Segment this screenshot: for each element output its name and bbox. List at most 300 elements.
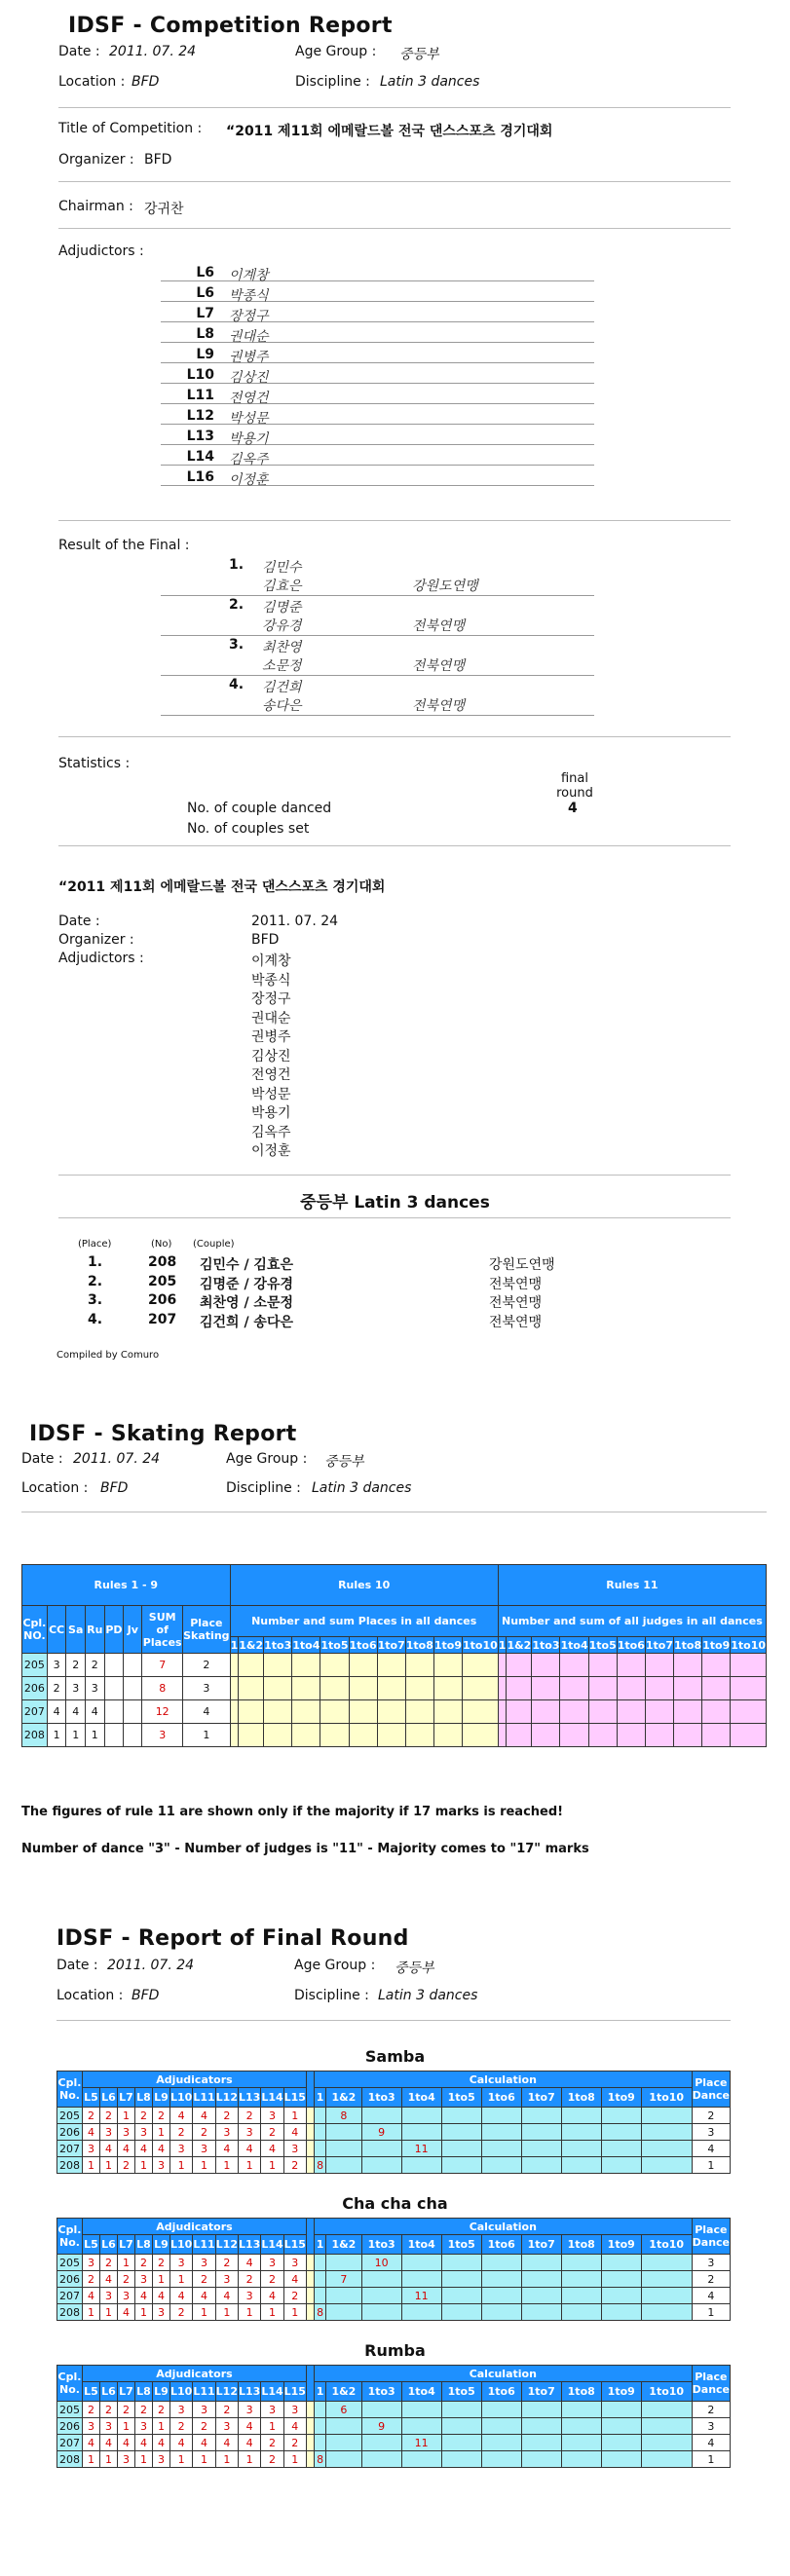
judge-mark: 3 [283,2255,306,2271]
couples-danced-label: No. of couple danced [187,801,332,816]
dance-row [57,2304,731,2321]
skating-cell: 2 [66,1654,86,1677]
calc-cell [601,2418,641,2435]
organizer-value: BFD [144,152,172,168]
skating-date-label: Date : [21,1451,63,1467]
calc-cell [361,2451,401,2468]
adjudicator-name: 이계창 [229,268,269,283]
calc-cell: 11 [401,2141,441,2157]
judge-mark: 1 [283,2108,306,2124]
rule-10-cell [264,1654,292,1677]
final-location-value: BFD [132,1988,160,2003]
rule-10-cell [320,1654,349,1677]
calc-cell [481,2271,521,2288]
judge-mark: 3 [153,2304,170,2321]
calc-cell [361,2288,401,2304]
judge-mark: 4 [238,2141,260,2157]
calc-cell [441,2124,481,2141]
calc-cell [441,2288,481,2304]
calculation-header: Calculation [314,2219,692,2235]
calc-cell [481,2124,521,2141]
skating-col-header: Place Skating [183,1606,230,1654]
judge-mark: 1 [118,2255,135,2271]
calc-cell [641,2451,692,2468]
dance-table [56,2071,731,2174]
judge-header: L14 [261,2235,283,2255]
calc-cell [441,2255,481,2271]
judge-mark: 2 [83,2271,100,2288]
judge-mark: 4 [170,2435,193,2451]
judge-mark: 3 [261,2255,283,2271]
skating-cell [104,1700,124,1724]
place-dance: 2 [692,2108,730,2124]
calc-cell [521,2271,561,2288]
couples-set-label: No. of couples set [187,821,310,837]
calc-cell [481,2255,521,2271]
calc-cell [481,2157,521,2174]
calculation-header: Calculation [314,2072,692,2088]
step-header: 1to7 [521,2235,561,2255]
rule-11-cell [560,1677,588,1700]
judge-mark: 4 [135,2288,153,2304]
couple-number: 206 [57,2271,83,2288]
couple-number: 206 [57,2418,83,2435]
calc-cell: 8 [326,2108,361,2124]
judge-mark: 1 [261,2157,283,2174]
rule-10-cell [264,1700,292,1724]
calc-cell [326,2435,361,2451]
calc-cell [326,2451,361,2468]
calc-cell [314,2418,325,2435]
skating-col-header: PD [104,1606,124,1654]
calc-cell [401,2108,441,2124]
final-partner-1: 김명준 [262,600,302,616]
judge-mark: 3 [170,2141,193,2157]
adjudicator-row [161,326,594,343]
judge-mark: 1 [238,2304,260,2321]
judge-mark: 4 [83,2124,100,2141]
rule-10-cell [264,1724,292,1747]
judge-mark: 4 [283,2418,306,2435]
final-partner-1: 김건희 [262,680,302,695]
place-dance-header: Place Dance [692,2072,730,2108]
rule-10-cell [320,1677,349,1700]
rule-11-cell [588,1724,617,1747]
summary-adjudicator: 전영건 [251,1067,291,1083]
rules-10-header: Rules 10 [230,1565,498,1606]
final-club: 강원도연맹 [412,579,478,594]
judge-mark: 1 [193,2157,215,2174]
rule-11-cell [617,1700,645,1724]
judge-mark: 1 [83,2304,100,2321]
judge-header: L15 [283,2235,306,2255]
rule-11-cell [560,1654,588,1677]
skating-step-header: 1to9 [702,1638,731,1652]
adjudicator-name: 장정구 [229,309,269,324]
rule-11-cell [702,1677,731,1700]
adjudicator-code: L12 [186,408,214,424]
final-club: 전북연맹 [412,698,466,714]
judge-mark: 4 [153,2141,170,2157]
judge-mark: 4 [118,2435,135,2451]
step-header: 1to3 [361,2088,401,2108]
judge-header: L14 [261,2382,283,2402]
rule-11-cell [560,1700,588,1724]
skating-cell: 4 [183,1700,230,1724]
skating-step-header: 1to8 [405,1638,433,1652]
summary-place-header: (Place) [78,1239,112,1250]
calc-cell [401,2402,441,2418]
judge-mark: 4 [170,2108,193,2124]
step-header: 1&2 [326,2235,361,2255]
adjudicator-code: L11 [186,388,214,403]
calc-cell [441,2157,481,2174]
skating-cell: 4 [47,1700,66,1724]
final-discipline-value: Latin 3 dances [378,1988,478,2003]
judge-mark: 2 [215,2255,238,2271]
judge-header: L5 [83,2382,100,2402]
adjudicator-row [161,449,594,466]
skating-col-header: SUM of Places [142,1606,183,1654]
judge-header: L7 [118,2235,135,2255]
judge-mark: 2 [135,2402,153,2418]
judge-mark: 2 [261,2271,283,2288]
skating-cell: 1 [47,1724,66,1747]
skating-step-header: 1to4 [292,1638,320,1652]
judge-mark: 3 [100,2418,118,2435]
dance-row [57,2271,731,2288]
skating-cell: 3 [85,1677,104,1700]
adjudicator-name: 김옥주 [229,452,269,467]
adjudicator-name: 박종식 [229,288,269,304]
judge-mark: 2 [193,2271,215,2288]
rule-11-cell [645,1677,673,1700]
judge-mark: 1 [215,2157,238,2174]
skating-step-header: 1to9 [433,1638,462,1652]
judge-mark: 1 [83,2157,100,2174]
skating-date-value: 2011. 07. 24 [73,1451,161,1467]
summary-row-club: 전북연맹 [489,1295,543,1311]
skating-cell: 207 [22,1700,48,1724]
judge-mark: 3 [153,2157,170,2174]
judge-mark: 2 [215,2108,238,2124]
rule-10-cell [377,1724,405,1747]
calc-cell [641,2157,692,2174]
calc-cell [521,2288,561,2304]
judge-mark: 1 [118,2108,135,2124]
calc-cell [326,2124,361,2141]
rule-10-cell [433,1724,462,1747]
calc-cell [361,2402,401,2418]
rule-10-cell [230,1724,239,1747]
rule-10-cell [292,1700,320,1724]
calc-cell [561,2402,601,2418]
summary-couple-header: (Couple) [193,1239,235,1250]
summary-title: “2011 제11회 에메랄드볼 전국 댄스스포츠 경기대회 [58,879,386,895]
couple-number: 208 [57,2157,83,2174]
calc-cell [521,2451,561,2468]
final-place: 4. [229,677,245,692]
discipline-label: Discipline : [295,74,370,90]
adjudicator-name: 이정훈 [229,472,269,488]
calc-cell [326,2418,361,2435]
age-group-value: 중등부 [399,47,439,62]
calc-cell [521,2124,561,2141]
adjudicator-code: L6 [196,265,214,280]
judge-mark: 3 [193,2141,215,2157]
judge-mark: 3 [135,2124,153,2141]
calc-cell [561,2141,601,2157]
rule-11-cell [560,1724,588,1747]
calc-cell: 8 [314,2304,325,2321]
judge-mark: 4 [118,2304,135,2321]
calc-cell [481,2451,521,2468]
judge-mark: 2 [118,2271,135,2288]
skating-cell [124,1677,142,1700]
rules-11-subheader: Number and sum of all judges in all dances [498,1606,766,1637]
place-dance: 2 [692,2402,730,2418]
judge-mark: 1 [238,2451,260,2468]
step-header: 1&2 [326,2382,361,2402]
calc-cell [326,2304,361,2321]
calc-cell [601,2402,641,2418]
adjudicator-name: 박성문 [229,411,269,427]
adjudicator-row [161,408,594,425]
step-header: 1to8 [561,2382,601,2402]
judge-mark: 3 [118,2288,135,2304]
step-header: 1to3 [361,2382,401,2402]
calculation-header: Calculation [314,2366,692,2382]
calc-cell [561,2255,601,2271]
judge-mark: 1 [170,2157,193,2174]
adjudicator-row [161,347,594,363]
judge-mark: 3 [170,2402,193,2418]
adjudicator-row [161,388,594,404]
skating-cell: 4 [66,1700,86,1724]
judge-mark: 2 [261,2435,283,2451]
calc-cell [361,2141,401,2157]
skating-cell: 1 [85,1724,104,1747]
skating-step-header: 1to6 [617,1638,645,1652]
adjudicator-name: 권병주 [229,350,269,365]
judge-mark: 1 [215,2304,238,2321]
calc-cell [641,2304,692,2321]
judge-mark: 1 [170,2451,193,2468]
skating-location-value: BFD [100,1480,129,1496]
rule-11-cell [532,1654,560,1677]
calc-cell [441,2304,481,2321]
final-result-row [161,557,594,596]
skating-table [21,1564,767,1747]
rule-11-cell [645,1654,673,1677]
rule-11-cell [588,1677,617,1700]
skating-cell: 2 [85,1654,104,1677]
rule-11-cell [588,1700,617,1724]
calc-cell [481,2141,521,2157]
skating-cell: 205 [22,1654,48,1677]
judge-mark: 4 [215,2288,238,2304]
adjudicator-row [161,469,594,486]
summary-adjudicator: 장정구 [251,991,291,1007]
calc-cell: 9 [361,2124,401,2141]
adjudicator-code: L7 [196,306,214,321]
judge-mark: 4 [238,2418,260,2435]
judge-header: L10 [170,2088,193,2108]
judge-mark: 4 [261,2141,283,2157]
rule-10-cell [239,1677,264,1700]
rule-11-cell [702,1724,731,1747]
judge-mark: 3 [83,2255,100,2271]
place-dance: 4 [692,2141,730,2157]
judge-header: L6 [100,2088,118,2108]
skating-step-header: 1to4 [560,1638,588,1652]
adjudicator-row [161,429,594,445]
place-dance: 3 [692,2124,730,2141]
statistics-label: Statistics : [58,756,131,771]
judge-mark: 3 [193,2402,215,2418]
calc-cell [601,2304,641,2321]
calc-cell [401,2255,441,2271]
skating-step-header: 1&2 [507,1638,532,1652]
skating-row [22,1677,767,1700]
summary-adjudicator: 이정훈 [251,1143,291,1159]
adjudicator-code: L16 [186,469,214,485]
step-header: 1to5 [441,2382,481,2402]
skating-cell: 7 [142,1654,183,1677]
skating-cell [104,1724,124,1747]
dance-row [57,2157,731,2174]
judge-header: L13 [238,2382,260,2402]
calc-cell [314,2255,325,2271]
calc-cell: 8 [314,2157,325,2174]
judge-header: L8 [135,2235,153,2255]
summary-adjudicator: 이계창 [251,953,291,969]
judge-mark: 1 [100,2451,118,2468]
judge-header: L15 [283,2382,306,2402]
chairman-value: 강귀찬 [144,202,184,217]
judge-mark: 2 [100,2255,118,2271]
rule-11-cell [702,1700,731,1724]
calc-cell [641,2141,692,2157]
couple-number: 208 [57,2304,83,2321]
rule-11-cell [498,1724,507,1747]
calc-cell [641,2418,692,2435]
judge-mark: 1 [193,2304,215,2321]
skating-cell: 3 [66,1677,86,1700]
step-header: 1to6 [481,2235,521,2255]
judge-mark: 3 [283,2402,306,2418]
rule-10-cell [463,1724,499,1747]
rule-10-cell [320,1724,349,1747]
rule-11-cell [532,1700,560,1724]
judge-mark: 3 [283,2141,306,2157]
rules-11-header: Rules 11 [498,1565,766,1606]
judge-mark: 4 [238,2435,260,2451]
skating-step-header: 1to7 [645,1638,673,1652]
step-header: 1to3 [361,2235,401,2255]
calc-cell [361,2271,401,2288]
skating-cell [124,1724,142,1747]
judge-mark: 3 [238,2402,260,2418]
summary-row-place: 1. [88,1254,103,1270]
judge-mark: 4 [153,2288,170,2304]
skating-row [22,1724,767,1747]
judge-mark: 4 [283,2124,306,2141]
judge-mark: 4 [193,2108,215,2124]
rule-10-cell [349,1724,377,1747]
summary-adjudicators-label: Adjudictors : [58,951,144,966]
judge-mark: 2 [135,2108,153,2124]
judge-mark: 3 [238,2288,260,2304]
date-value: 2011. 07. 24 [109,44,197,59]
place-dance: 1 [692,2304,730,2321]
rule-11-cell [588,1654,617,1677]
judge-mark: 4 [135,2141,153,2157]
step-header: 1to9 [601,2088,641,2108]
rule-10-cell [433,1677,462,1700]
calc-cell [521,2108,561,2124]
dance-row [57,2141,731,2157]
summary-row-no: 205 [148,1273,177,1289]
calc-cell [601,2271,641,2288]
rule-11-cell [498,1700,507,1724]
calc-cell: 6 [326,2402,361,2418]
final-partner-2: 강유경 [262,618,302,634]
final-round-header: final round [556,771,593,801]
dance-title: Samba [364,2047,426,2066]
final-round-title: IDSF - Report of Final Round [56,1926,409,1951]
calc-cell [601,2288,641,2304]
judge-mark: 2 [153,2402,170,2418]
calc-cell [481,2435,521,2451]
calc-cell [521,2402,561,2418]
calc-cell [601,2255,641,2271]
rule-10-cell [405,1677,433,1700]
judge-header: L5 [83,2235,100,2255]
place-dance: 4 [692,2288,730,2304]
rule-10-cell [405,1654,433,1677]
final-location-label: Location : [56,1988,124,2003]
judge-mark: 2 [170,2124,193,2141]
adjudicator-code: L14 [186,449,214,465]
summary-row-no: 206 [148,1292,177,1308]
calc-cell [361,2435,401,2451]
skating-col-header: Ru [85,1606,104,1654]
calc-cell [601,2435,641,2451]
summary-row-no: 208 [148,1254,177,1270]
judge-header: L10 [170,2382,193,2402]
adjudicators-label: Adjudictors : [58,243,144,259]
judge-mark: 4 [193,2288,215,2304]
step-header: 1 [314,2235,325,2255]
judge-mark: 3 [215,2418,238,2435]
final-place: 3. [229,637,245,653]
step-header: 1to9 [601,2382,641,2402]
judge-mark: 3 [118,2124,135,2141]
final-date-label: Date : [56,1958,98,1973]
calc-cell [441,2108,481,2124]
rule-11-cell [532,1724,560,1747]
calc-cell [641,2288,692,2304]
result-of-final-label: Result of the Final : [58,538,190,553]
adjudicator-name: 김상진 [229,370,269,386]
place-dance: 4 [692,2435,730,2451]
summary-row-place: 4. [88,1311,103,1327]
judge-header: L12 [215,2382,238,2402]
calc-cell [601,2141,641,2157]
calc-cell [561,2435,601,2451]
place-dance-header: Place Dance [692,2366,730,2402]
